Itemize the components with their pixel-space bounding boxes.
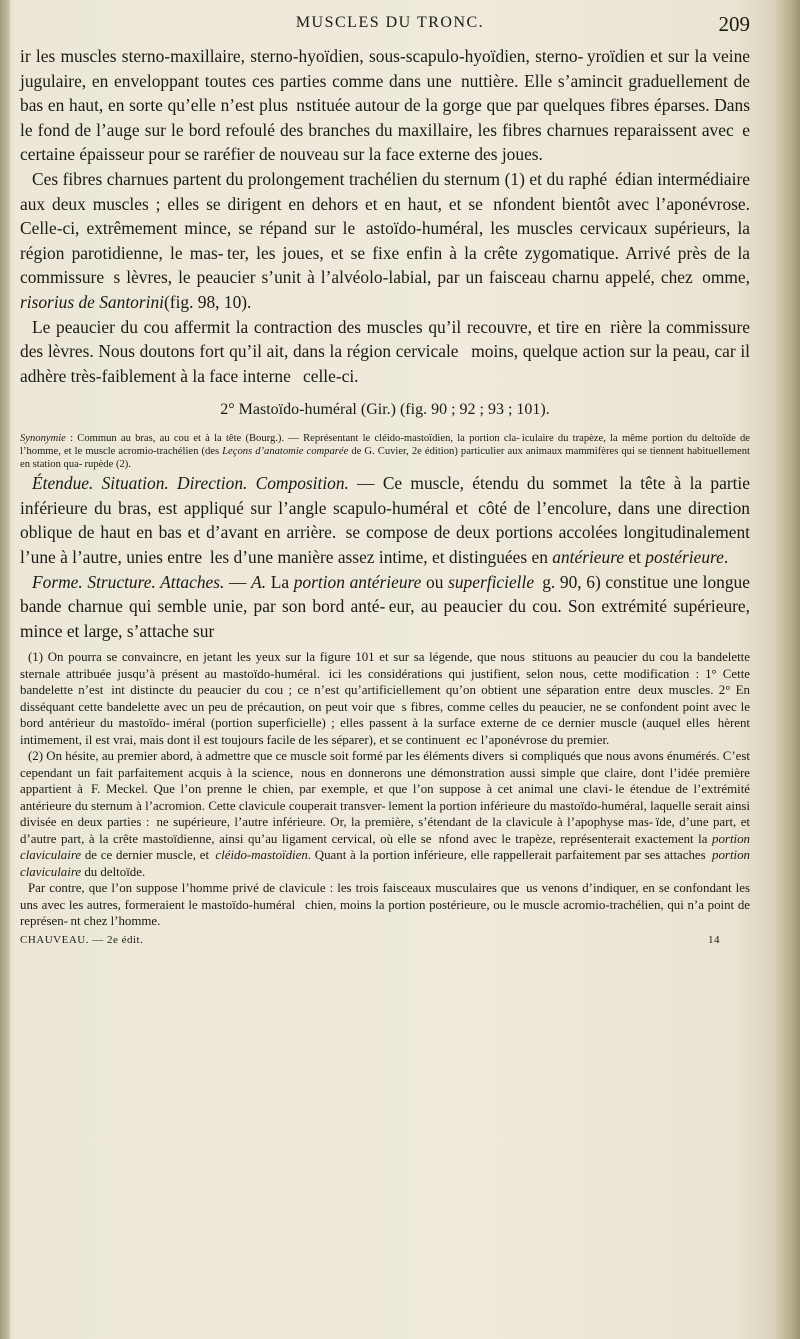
- section-form-or: ou: [421, 571, 449, 592]
- paragraph-2: [20, 167, 750, 315]
- section-form-title: Forme. Structure. Attaches.: [32, 571, 225, 592]
- page-right-edge: [776, 0, 800, 1339]
- section-form-anterior: portion antérieure: [293, 571, 422, 592]
- section-form-dash: —: [224, 571, 252, 592]
- synonymy-text: : Commun au bras, au cou et à la tête (Bourg.). — Représentant le cléido-mastoïdien, la portion cla- iculaire du trapèze, la même portion du deltoïde de l’homme, et le muscle acromio-trachélien (des: [20, 432, 750, 457]
- footnote-2-italic-3: portion claviculaire: [20, 848, 750, 879]
- synonymy-text-end: de G. Cuvier, 2e édition) particulier aux animaux mammifères qui se tiennent habituellement en station qua- rupède (2).: [20, 445, 750, 470]
- footnote-2-text-b: de ce dernier muscle, et: [81, 848, 216, 863]
- printer-signature: [20, 932, 750, 949]
- footnote-2-text-c: . Quant à la portion inférieure, elle rappellerait parfaitement par ses attaches: [307, 848, 713, 863]
- page-left-edge: [0, 0, 10, 1339]
- section-extent-posterior: postérieure: [645, 547, 724, 568]
- footnote-2-continued: Par contre, que l’on suppose l’homme privé de clavicule : les trois faisceaux musculaires que us venons d’indiquer, en se confondant les uns avec les autres, formeraient le mastoïdo-huméral chien, moins la portion postérieure, ou le muscle acromio-trachélien, qui n’a point de représen- nt chez l’homme.: [20, 881, 750, 929]
- section-form-text: g. 90, 6) constitue une longue bande charnue qui semble unie, par son bord anté- eur, au peaucier du cou. Son extrémité supérieure, mince et large, s’attache sur: [20, 571, 750, 641]
- page-header: [20, 14, 760, 40]
- footnote-2-text-d: du deltoïde.: [81, 864, 146, 879]
- paragraph-1: ir les muscles sterno-maxillaire, sterno-hyoïdien, sous-scapulo-hyoïdien, sterno- yroïdien et sur la veine jugulaire, en enveloppant toutes ces parties comme dans une nuttière. Elle s’amincit graduellement de bas en haut, en sorte qu’elle n’est plus nstituée autour de la gorge que par quelques fibres éparses. Dans le fond de l’auge sur le bord refoulé des branches du maxillaire, les fibres charnues reparaissent avec e certaine épaisseur pour se raréfier de nouveau sur la face externe des joues.: [20, 46, 750, 165]
- synonymy-italic: Leçons d’anatomie comparée: [222, 445, 349, 457]
- section-form-la: La: [266, 571, 294, 592]
- paragraph-3: Le peaucier du cou affermit la contraction des muscles qu’il recouvre, et tire en rière la commissure des lèvres. Nous doutons fort qu’il ait, dans la région cervicale moins, quelque action sur la peau, car il adhère très-faiblement à la face interne celle-ci.: [20, 316, 750, 386]
- footnote-2: [20, 748, 750, 880]
- synonymy-note: [20, 433, 750, 471]
- section-heading: 2° Mastoïdo-huméral (Gir.) (fig. 90 ; 92 ; 93 ; 101).: [220, 401, 550, 419]
- section-extent-end: .: [723, 547, 729, 568]
- footnote-2-italic-2: cléido-mastoïdien: [215, 848, 308, 863]
- section-extent-anterior: antérieure: [552, 547, 625, 568]
- footnote-2-italic-1: portion claviculaire: [20, 831, 750, 863]
- paragraph-2-end: (fig. 98, 10).: [163, 291, 252, 312]
- running-title: MUSCLES DU TRONC.: [295, 14, 485, 31]
- footnote-1: (1) On pourra se convaincre, en jetant les yeux sur la figure 101 et sur sa légende, que nous stituons au peaucier du cou la bandelette sternale attribuée jusqu’à présent au mastoïdo-huméral. ici les considérations qui justifient, selon nous, cette modification : 1° Cette bandelette n’est int distincte du peaucier du cou ; ce n’est qu’artificiellement qu’on obtient une séparation entre deux muscles. 2° En disséquant cette bandelette avec un peu de précaution, on peut voir que s fibres, comme celles du peaucier, ne se confondent point avec le bord antérieur du mastoïdo- iméral (portion superficielle) ; elles passent à la surface externe de ce dernier muscle (auquel elles hèrent intimement, il est vrai, mais dont il est toujours facile de les séparer), et se continuent ec l’aponévrose du premier.: [20, 650, 750, 747]
- signature-mark: 14: [708, 933, 720, 946]
- footnote-2-text: (2) On hésite, au premier abord, à admettre que ce muscle soit formé par les éléments divers si compliqués que nous avons énumérés. C’est cependant un fait parfaitement acquis à la science, nous en donnerons une démonstration aussi simple que claire, dont l’idée première appartient à F. Meckel. Que l’on prenne le chien, par exemple, et que l’on suppose à cet animal une clavi- le étendue de l’extrémité antérieure du sternum à l’acromion. Cette clavicule couperait transver- lement la portion inférieure du mastoïdo-huméral, laquelle serait ainsi divisée en deux parties : ne supérieure, l’autre inférieure. Or, la première, s’étendant de la clavicule à l’apophyse mas- ïde, d’une part, et d’autre part, à la crête mastoïdienne, ainsi qu’au ligament cervical, où elle se nfond avec le trapèze, représenterait exactement la: [20, 749, 750, 846]
- section-form: [20, 570, 750, 644]
- section-extent-title: Étendue. Situation. Direction. Composition.: [32, 473, 349, 494]
- footnotes: [20, 649, 750, 948]
- paragraph-2-italic: risorius de Santorini: [20, 291, 164, 312]
- section-extent-text: — Ce muscle, étendu du sommet la tête à la partie inférieure du bras, est appliqué sur l’angle scapulo-huméral et côté de l’encolure, dans une direction oblique de haut en bas et d’avant en arrière. se compose de deux portions accolées longitudinalement l’une à l’autre, unies entre les d’une manière assez intime, et distinguées en: [20, 473, 750, 568]
- signature-text: CHAUVEAU. — 2e édit.: [20, 933, 144, 946]
- page-number: 209: [718, 12, 750, 36]
- synonymy-label: Synonymie: [20, 432, 66, 444]
- paragraph-2-text: Ces fibres charnues partent du prolongement trachélien du sternum (1) et du raphé édian intermédiaire aux deux muscles ; elles se dirigent en dehors et en haut, et se nfondent bientôt avec l’aponévrose. Celle-ci, extrêmement mince, se répand sur le astoïdo-huméral, les muscles cervicaux supérieurs, la région parotidienne, le mas- ter, les joues, et se fixe enfin à la crête zygomatique. Arrivé près de la commissure s lèvres, le peaucier s’unit à l’alvéolo-labial, par un faisceau charnu appelé, chez omme,: [20, 168, 750, 288]
- section-form-superficial: superficielle: [448, 571, 535, 592]
- section-extent-and: et: [624, 547, 646, 568]
- section-form-a: A.: [251, 571, 267, 592]
- section-extent: [20, 471, 750, 569]
- main-text: [20, 44, 750, 948]
